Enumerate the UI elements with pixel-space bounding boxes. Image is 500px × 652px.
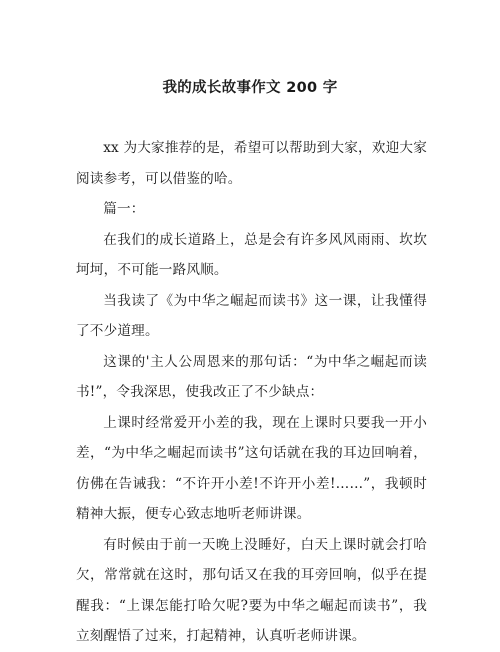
paragraph-4: 上课时经常爱开小差的我，现在上课时只要我一开小差，“为中华之崛起而读书”这句话就在我的耳边回响着，仿佛在告诫我：“不许开小差!不许开小差!……”，我顿时精神大振，便专心致志地听老师讲课。 [76, 414, 427, 522]
paragraph-1: 在我们的成长道路上，总是会有许多风风雨雨、坎坎坷坷，不可能一路风顺。 [76, 231, 427, 278]
paragraph-intro: xx 为大家推荐的是，希望可以帮助到大家，欢迎大家阅读参考，可以借鉴的哈。 [76, 140, 427, 187]
paragraph-3: 这课的'主人公周恩来的那句话：“为中华之崛起而读书!”，令我深思，使我改正了不少缺点： [76, 353, 427, 400]
paragraph-section-heading: 篇一： [103, 201, 145, 217]
document-title: 我的成长故事作文 200 字 [162, 80, 338, 96]
document-body [76, 133, 427, 652]
paragraph-2: 当我读了《为中华之崛起而读书》这一课，让我懂得了不少道理。 [76, 292, 427, 339]
paragraph-5: 有时候由于前一天晚上没睡好，白天上课时就会打哈欠，常常就在这时，那句话又在我的耳旁回响，似乎在提醒我：“上课怎能打哈欠呢?要为中华之崛起而读书”，我立刻醒悟了过来，打起精神，认真听老师讲课。 [76, 536, 427, 644]
